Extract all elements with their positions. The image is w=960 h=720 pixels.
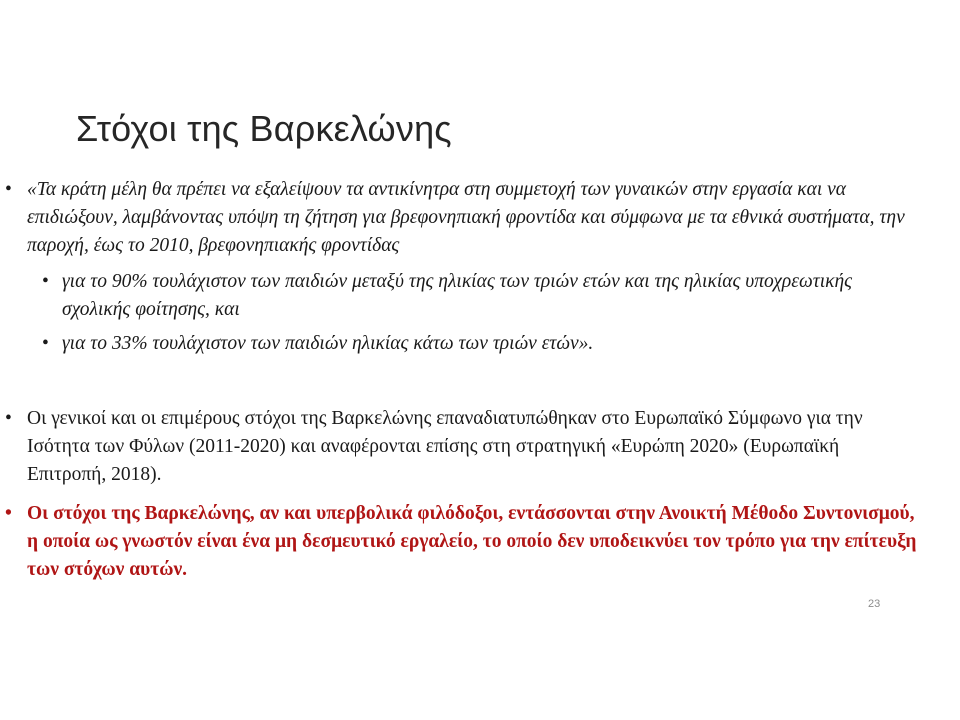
bullet-gender-pact bbox=[5, 405, 917, 489]
bullet-marker: • bbox=[5, 503, 12, 524]
bullet-open-method-highlight bbox=[5, 500, 917, 584]
subbullet-text: για το 33% τουλάχιστον των παιδιών ηλικίας κάτω των τριών ετών». bbox=[62, 333, 594, 354]
bullet-barcelona-quote bbox=[5, 176, 917, 260]
subbullet-90-percent bbox=[42, 268, 912, 324]
subbullet-marker: • bbox=[42, 271, 49, 292]
slide-title: Στόχοι της Βαρκελώνης bbox=[76, 108, 452, 149]
subbullet-33-percent bbox=[42, 330, 912, 358]
bullet-marker: • bbox=[5, 408, 12, 429]
bullet-text: Οι γενικοί και οι επιμέρους στόχοι της Βαρκελώνης επαναδιατυπώθηκαν στο Ευρωπαϊκό Σύμφωνο για την Ισότητα των Φύλων (2011-2020) και αναφέρονται επίσης στη στρατηγική «Ευρώπη 2020» (Ευρωπαϊκή Επιτροπή, 2018). bbox=[27, 408, 863, 485]
bullet-text: Οι στόχοι της Βαρκελώνης, αν και υπερβολικά φιλόδοξοι, εντάσσονται στην Ανοικτή Μέθοδο Συντονισμού, η οποία ως γνωστόν είναι ένα μη δεσμευτικό εργαλείο, το οποίο δεν υποδεικνύει τον τρόπο για την επίτευξη των στόχων αυτών. bbox=[27, 503, 917, 580]
subbullet-text: για το 90% τουλάχιστον των παιδιών μεταξύ της ηλικίας των τριών ετών και της ηλικίας υποχρεωτικής σχολικής φοίτησης, και bbox=[62, 271, 853, 320]
bullet-text: «Τα κράτη μέλη θα πρέπει να εξαλείψουν τα αντικίνητρα στη συμμετοχή των γυναικών στην εργασία και να επιδιώξουν, λαμβάνοντας υπόψη τη ζήτηση για βρεφονηπιακή φροντίδα και σύμφωνα με τα εθνικά συστήματα, την παροχή, έως το 2010, βρεφονηπιακής φροντίδας bbox=[27, 179, 905, 256]
subbullet-marker: • bbox=[42, 333, 49, 354]
page-number: 23 bbox=[868, 598, 881, 610]
bullet-marker: • bbox=[5, 179, 12, 200]
